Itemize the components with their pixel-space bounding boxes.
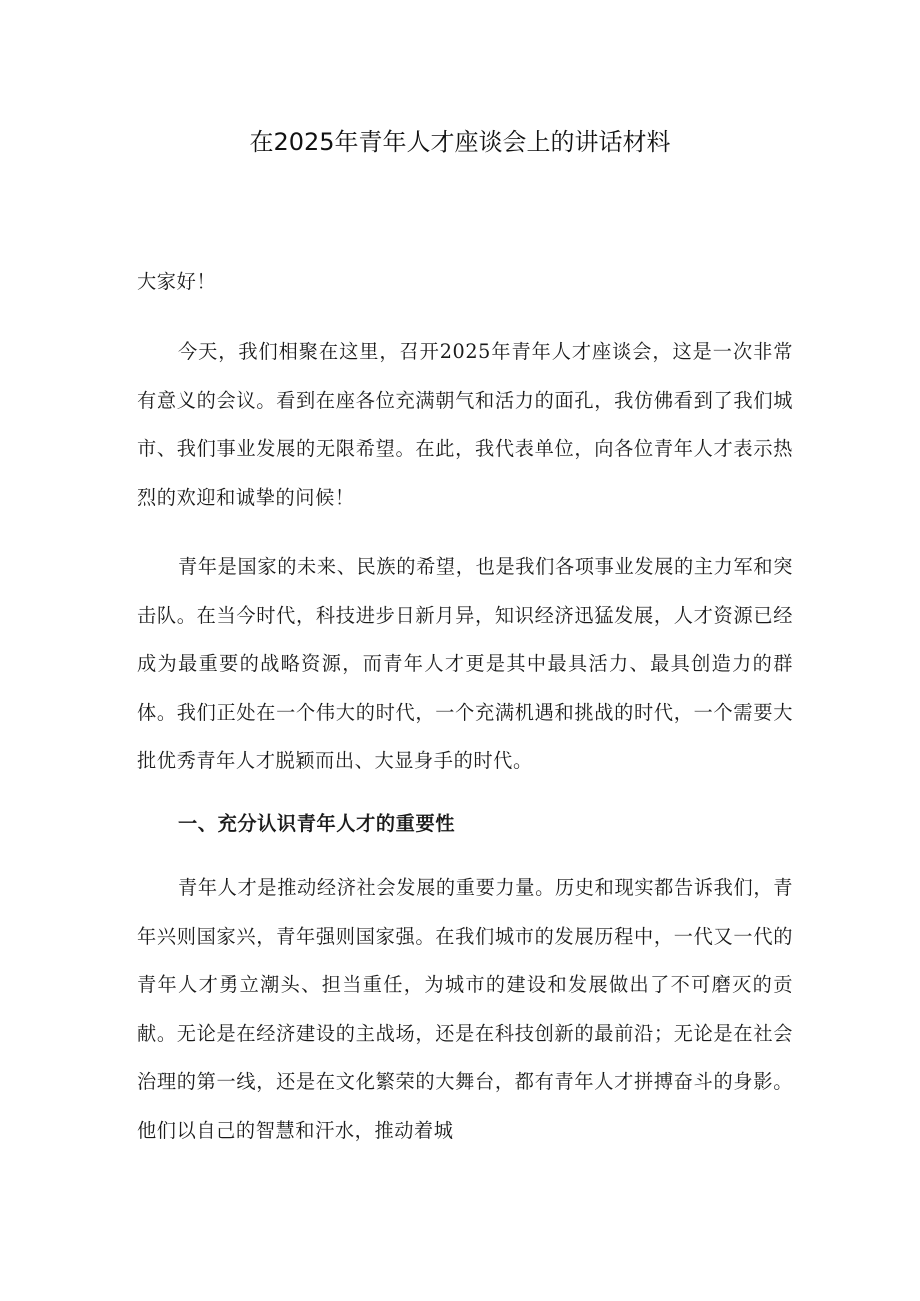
greeting: 大家好！: [137, 270, 217, 293]
document-title: 在2025年青年人才座谈会上的讲话材料: [249, 128, 671, 156]
paragraph-section-1: 青年人才是推动经济社会发展的重要力量。历史和现实都告诉我们，青年兴则国家兴，青年强则国家强。在我们城市的发展历程中，一代又一代的青年人才勇立潮头、担当重任，为城市的建设和发展做出了不可磨灭的贡献。无论是在经济建设的主战场，还是在科技创新的最前沿；无论是在社会治理的第一线，还是在文化繁荣的大舞台，都有青年人才拼搏奋斗的身影。他们以自己的智慧和汗水，推动着城: [137, 876, 793, 1142]
paragraph-opening: 今天，我们相聚在这里，召开2025年青年人才座谈会，这是一次非常有意义的会议。看到在座各位充满朝气和活力的面孔，我仿佛看到了我们城市、我们事业发展的无限希望。在此，我代表单位，向各位青年人才表示热烈的欢迎和诚挚的问候！: [137, 340, 793, 509]
section-heading-1: 一、充分认识青年人才的重要性: [178, 812, 456, 835]
paragraph-youth-significance: 青年是国家的未来、民族的希望，也是我们各项事业发展的主力军和突击队。在当今时代，科技进步日新月异，知识经济迅猛发展，人才资源已经成为最重要的战略资源，而青年人才更是其中最具活力、最具创造力的群体。我们正处在一个伟大的时代，一个充满机遇和挑战的时代，一个需要大批优秀青年人才脱颖而出、大显身手的时代。: [137, 555, 793, 772]
